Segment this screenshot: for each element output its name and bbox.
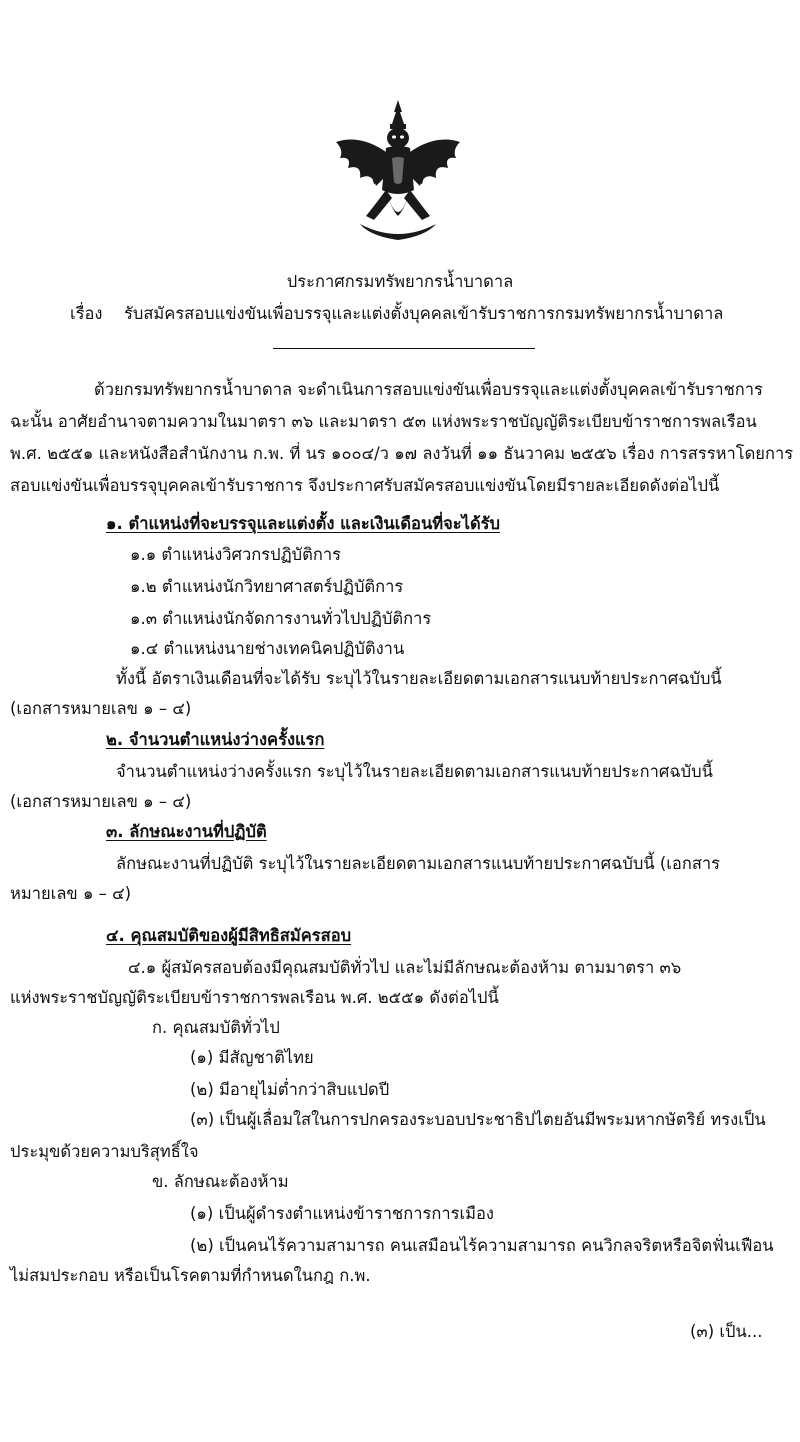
section-1-heading: ๑. ตำแหน่งที่จะบรรจุและแต่งตั้ง และเงินเดือนที่จะได้รับ bbox=[106, 514, 501, 533]
general-qualifications-heading: ก. คุณสมบัติทั่วไป bbox=[152, 1018, 280, 1037]
section-3-ref: หมายเลข ๑ – ๔) bbox=[10, 884, 132, 903]
prohibitions-heading: ข. ลักษณะต้องห้าม bbox=[152, 1172, 289, 1191]
prohibition-item-cont: ไม่สมประกอบ หรือเป็นโรคตามที่กำหนดในกฎ ก.พ. bbox=[10, 1266, 371, 1285]
qualification-paragraph: แห่งพระราชบัญญัติระเบียบข้าราชการพลเรือน พ.ศ. ๒๕๕๑ ดังต่อไปนี้ bbox=[10, 988, 499, 1007]
intro-line: พ.ศ. ๒๕๕๑ และหนังสือสำนักงาน ก.พ. ที่ นร ๑๐๐๔/ว ๑๗ ลงวันที่ ๑๑ ธันวาคม ๒๕๕๖ เรื่อง การสรรหาโดยการ bbox=[10, 444, 794, 463]
prohibition-item: (๒) เป็นคนไร้ความสามารถ คนเสมือนไร้ความสามารถ คนวิกลจริตหรือจิตฟั่นเฟือน bbox=[190, 1236, 774, 1255]
continuation-marker: (๓) เป็น... bbox=[690, 1322, 763, 1341]
subject-label: เรื่อง bbox=[70, 304, 103, 323]
position-item: ๑.๔ ตำแหน่งนายช่างเทคนิคปฏิบัติงาน bbox=[130, 639, 405, 658]
intro-line: สอบแข่งขันเพื่อบรรจุบุคคลเข้ารับราชการ จึงประกาศรับสมัครสอบแข่งขันโดยมีรายละเอียดดังต่อไปนี้ bbox=[10, 476, 720, 495]
salary-note-ref: (เอกสารหมายเลข ๑ – ๔) bbox=[10, 699, 192, 718]
section-2-text: จำนวนตำแหน่งว่างครั้งแรก ระบุไว้ในรายละเอียดตามเอกสารแนบท้ายประกาศฉบับนี้ bbox=[116, 762, 713, 781]
qualification-item: (๑) มีสัญชาติไทย bbox=[190, 1048, 314, 1067]
announcement-title: ประกาศกรมทรัพยากรน้ำบาดาล bbox=[286, 272, 514, 291]
section-2-heading: ๒. จำนวนตำแหน่งว่างครั้งแรก bbox=[106, 730, 325, 749]
section-2-ref: (เอกสารหมายเลข ๑ – ๔) bbox=[10, 792, 192, 811]
section-4-heading: ๔. คุณสมบัติของผู้มีสิทธิสมัครสอบ bbox=[106, 926, 352, 945]
intro-line: ด้วยกรมทรัพยากรน้ำบาดาล จะดำเนินการสอบแข่งขันเพื่อบรรจุและแต่งตั้งบุคคลเข้ารับราชการ bbox=[94, 380, 763, 399]
section-3-text: ลักษณะงานที่ปฏิบัติ ระบุไว้ในรายละเอียดตามเอกสารแนบท้ายประกาศฉบับนี้ (เอกสาร bbox=[116, 854, 721, 873]
subject-text: รับสมัครสอบแข่งขันเพื่อบรรจุและแต่งตั้งบุคคลเข้ารับราชการกรมทรัพยากรน้ำบาดาล bbox=[124, 304, 724, 323]
salary-note: ทั้งนี้ อัตราเงินเดือนที่จะได้รับ ระบุไว้ในรายละเอียดตามเอกสารแนบท้ายประกาศฉบับนี้ bbox=[116, 669, 722, 688]
prohibition-item: (๑) เป็นผู้ดำรงตำแหน่งข้าราชการการเมือง bbox=[190, 1204, 494, 1223]
section-3-heading: ๓. ลักษณะงานที่ปฏิบัติ bbox=[106, 822, 267, 841]
title-divider bbox=[273, 348, 535, 349]
qualification-item-cont: ประมุขด้วยความบริสุทธิ์ใจ bbox=[10, 1142, 199, 1161]
qualification-item: (๓) เป็นผู้เลื่อมใสในการปกครองระบอบประชาธิปไตยอันมีพระมหากษัตริย์ ทรงเป็น bbox=[190, 1110, 766, 1129]
position-item: ๑.๓ ตำแหน่งนักจัดการงานทั่วไปปฏิบัติการ bbox=[130, 609, 432, 628]
qualification-paragraph: ๔.๑ ผู้สมัครสอบต้องมีคุณสมบัติทั่วไป และไม่มีลักษณะต้องห้าม ตามมาตรา ๓๖ bbox=[128, 958, 682, 977]
qualification-item: (๒) มีอายุไม่ต่ำกว่าสิบแปดปี bbox=[190, 1080, 390, 1099]
intro-line: ฉะนั้น อาศัยอำนาจตามความในมาตรา ๓๖ และมาตรา ๕๓ แห่งพระราชบัญญัติระเบียบข้าราชการพลเรือน bbox=[10, 412, 757, 431]
position-item: ๑.๑ ตำแหน่งวิศวกรปฏิบัติการ bbox=[130, 545, 341, 564]
position-item: ๑.๒ ตำแหน่งนักวิทยาศาสตร์ปฏิบัติการ bbox=[130, 577, 404, 596]
garuda-emblem-icon bbox=[330, 98, 466, 250]
